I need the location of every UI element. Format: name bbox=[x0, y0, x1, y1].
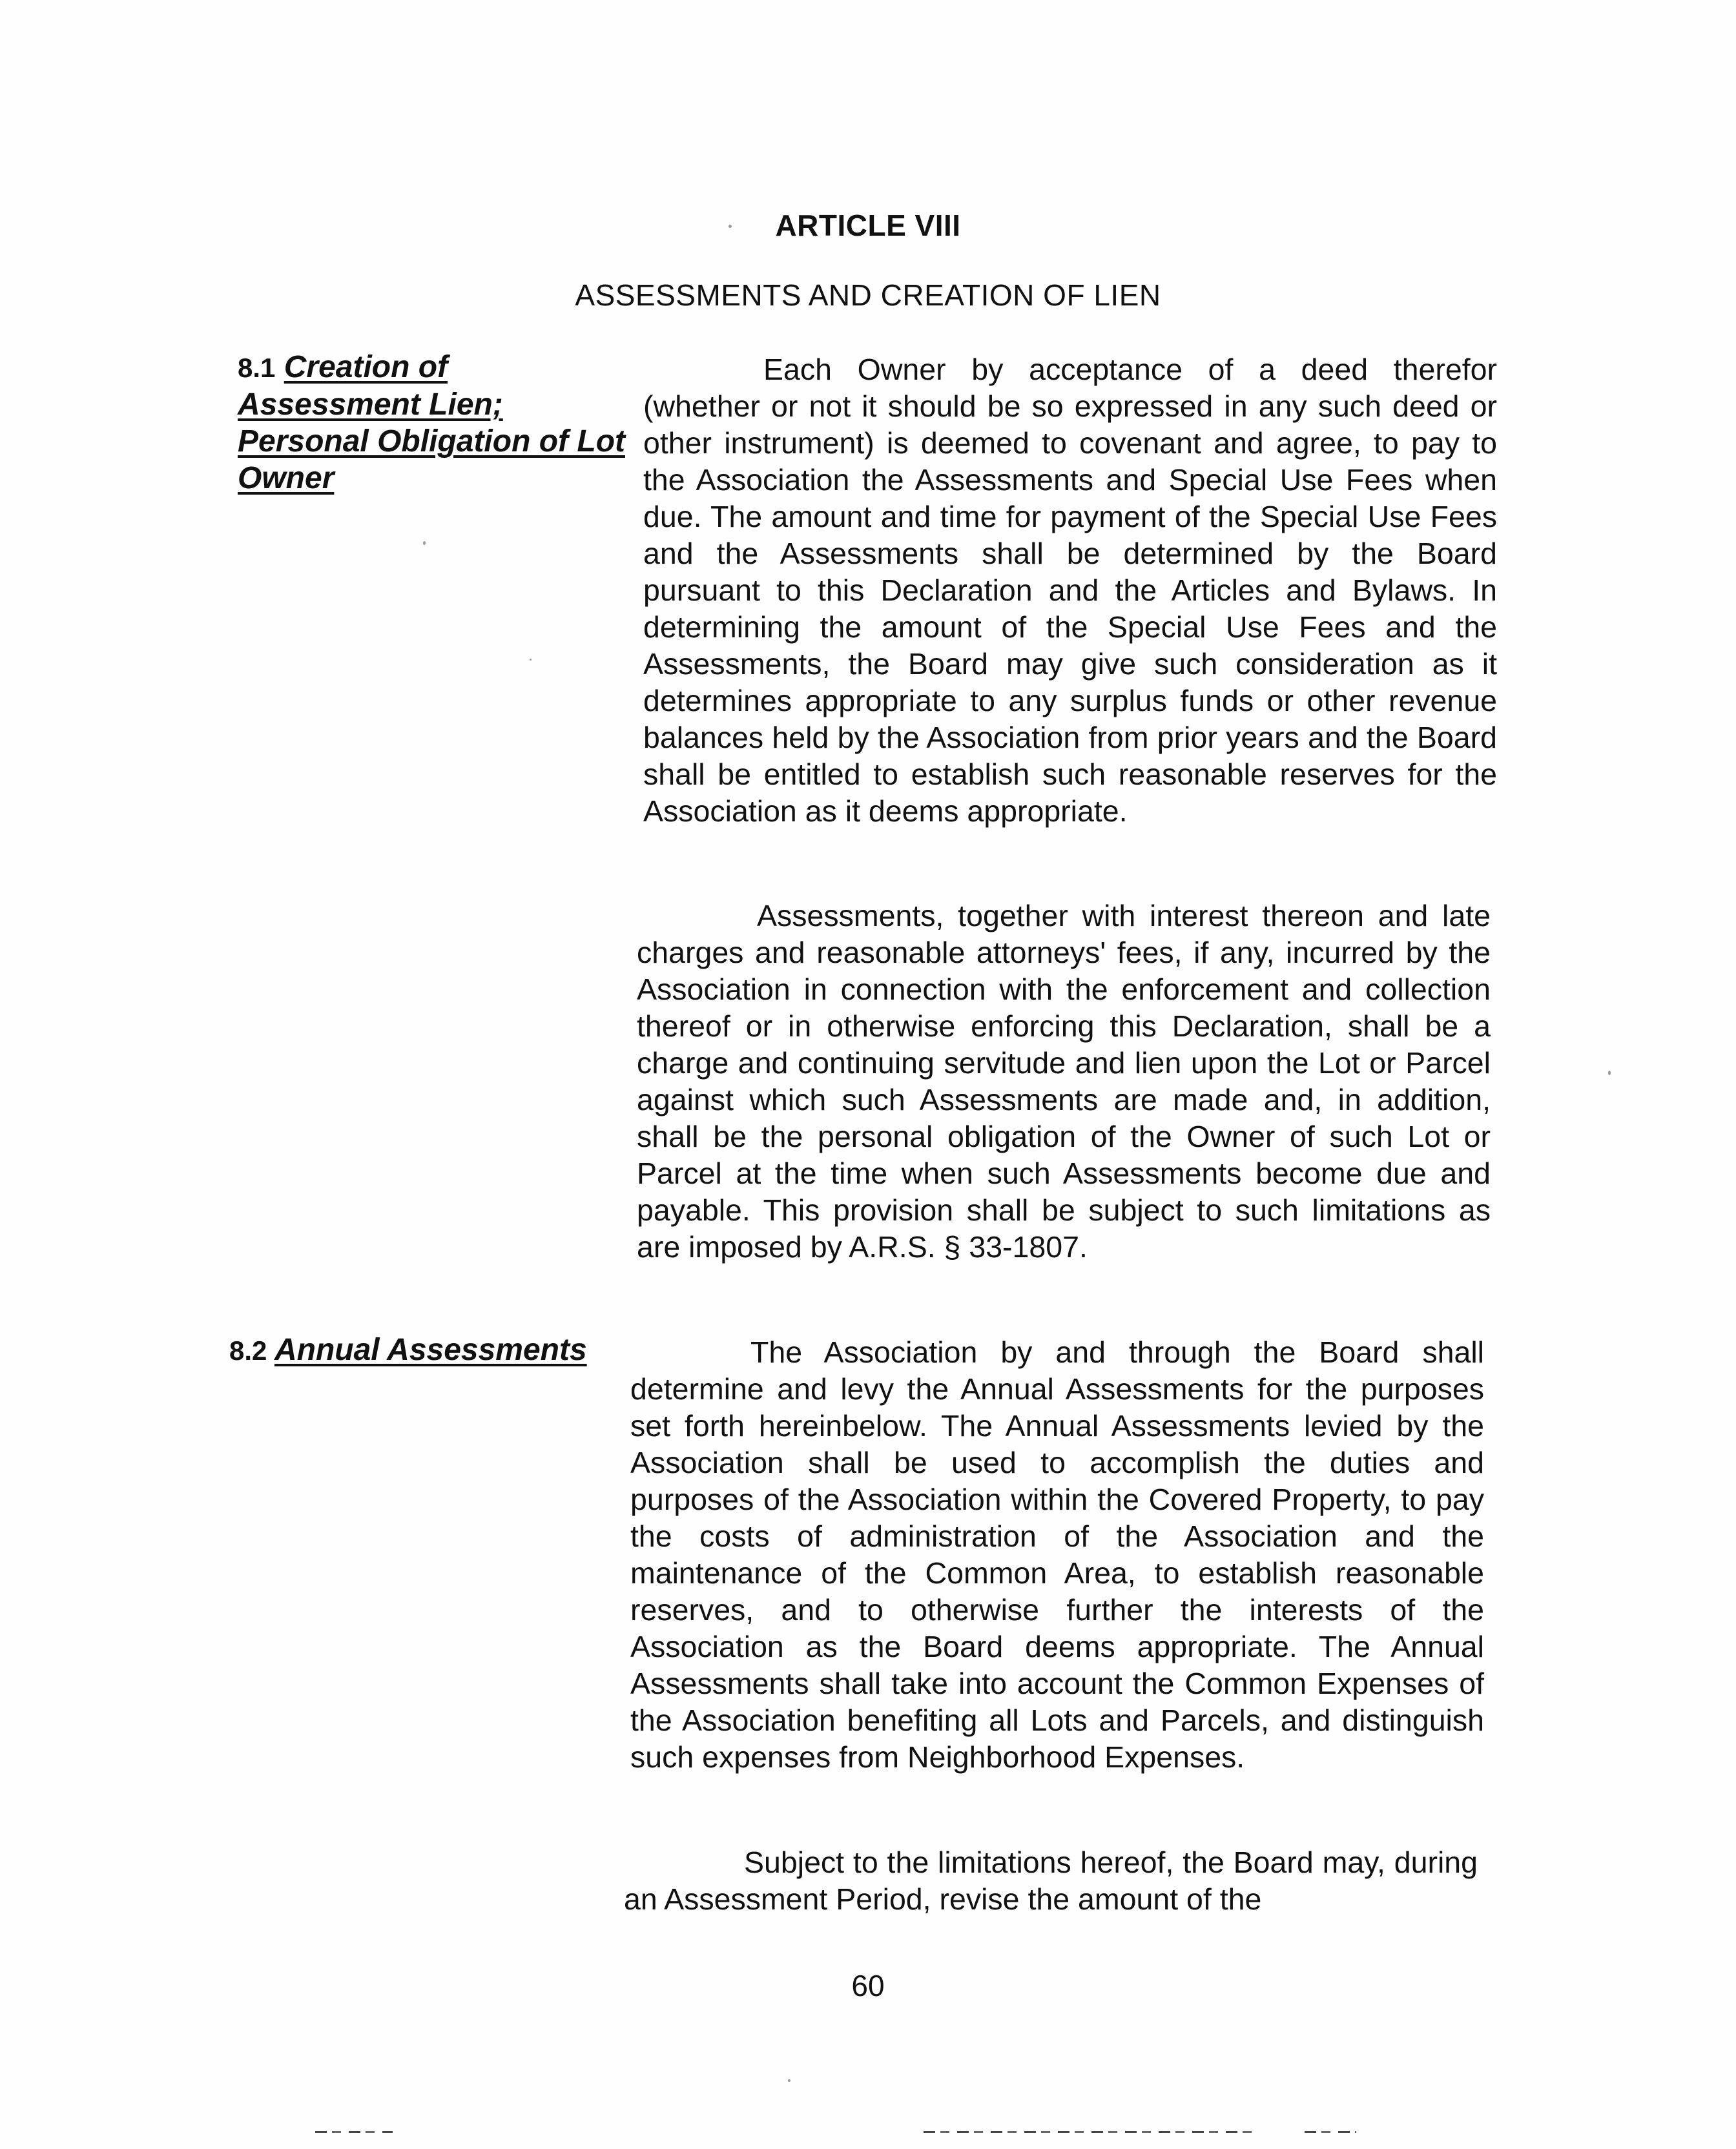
scan-edge-mark bbox=[315, 2131, 393, 2133]
section-8-2-heading bbox=[229, 1332, 617, 1369]
scan-speck bbox=[728, 225, 732, 228]
page-number: 60 bbox=[851, 1969, 885, 2002]
scan-speck bbox=[788, 2079, 790, 2082]
section-8-2-paragraph-2: Subject to the limitations hereof, the Board may, during an Assessment Period, revise the amount of the bbox=[624, 1846, 1478, 1916]
section-8-2-paragraph-1: The Association by and through the Board shall determine and levy the Annual Assessments for the purposes set forth hereinbelow. The Annual Assessments levied by the Association shall be used to accomplish the duties and purposes of the Association within the Covered Property, to pay the costs of administration of the Association and the maintenance of the Common Area, to establish reasonable reserves, and to otherwise further the interests of the Association as the Board deems appropriate. The Annual Assessments shall take into account the Common Expenses of the Association benefiting all Lots and Parcels, and distinguish such expenses from Neighborhood Expenses. bbox=[630, 1335, 1484, 1774]
section-8-1-heading bbox=[238, 349, 625, 497]
section-number: 8.2 bbox=[229, 1335, 267, 1366]
scan-speck bbox=[530, 659, 532, 661]
scan-edge-mark bbox=[1305, 2131, 1356, 2133]
section-8-1-paragraph-2: Assessments, together with interest thereon and late charges and reasonable attorneys' fees, if any, incurred by the Association in connection with the enforcement and collection thereof or in otherwise enforcing this Declaration, shall be a charge and continuing servitude and lien upon the Lot or Parcel against which such Assessments are made and, in addition, shall be the personal obligation of the Owner of such Lot or Parcel at the time when such Assessments become due and payable. This provision shall be subject to such limitations as are imposed by A.R.S. § 33-1807. bbox=[637, 899, 1491, 1264]
article-subtitle: ASSESSMENTS AND CREATION OF LIEN bbox=[575, 278, 1161, 312]
article-title: ARTICLE VIII bbox=[775, 209, 961, 242]
section-title: Annual Assessments bbox=[274, 1333, 587, 1367]
section-title: Creation of Assessment Lien; Personal Obligation of Lot Owner bbox=[238, 350, 625, 495]
section-number: 8.1 bbox=[238, 353, 276, 383]
section-8-1-paragraph-1: Each Owner by acceptance of a deed therefor (whether or not it should be so expressed in any such deed or other instrument) is deemed to covenant and agree, to pay to the Association the Assessments and Special Use Fees when due. The amount and time for payment of the Special Use Fees and the Assessments shall be determined by the Board pursuant to this Declaration and the Articles and Bylaws. In determining the amount of the Special Use Fees and the Assessments, the Board may give such consideration as it determines appropriate to any surplus funds or other revenue balances held by the Association from prior years and the Board shall be entitled to establish such reasonable reserves for the Association as it deems appropriate. bbox=[643, 353, 1497, 828]
scan-speck bbox=[423, 541, 426, 545]
scan-speck bbox=[1608, 1071, 1611, 1075]
scan-edge-mark bbox=[924, 2131, 1259, 2133]
